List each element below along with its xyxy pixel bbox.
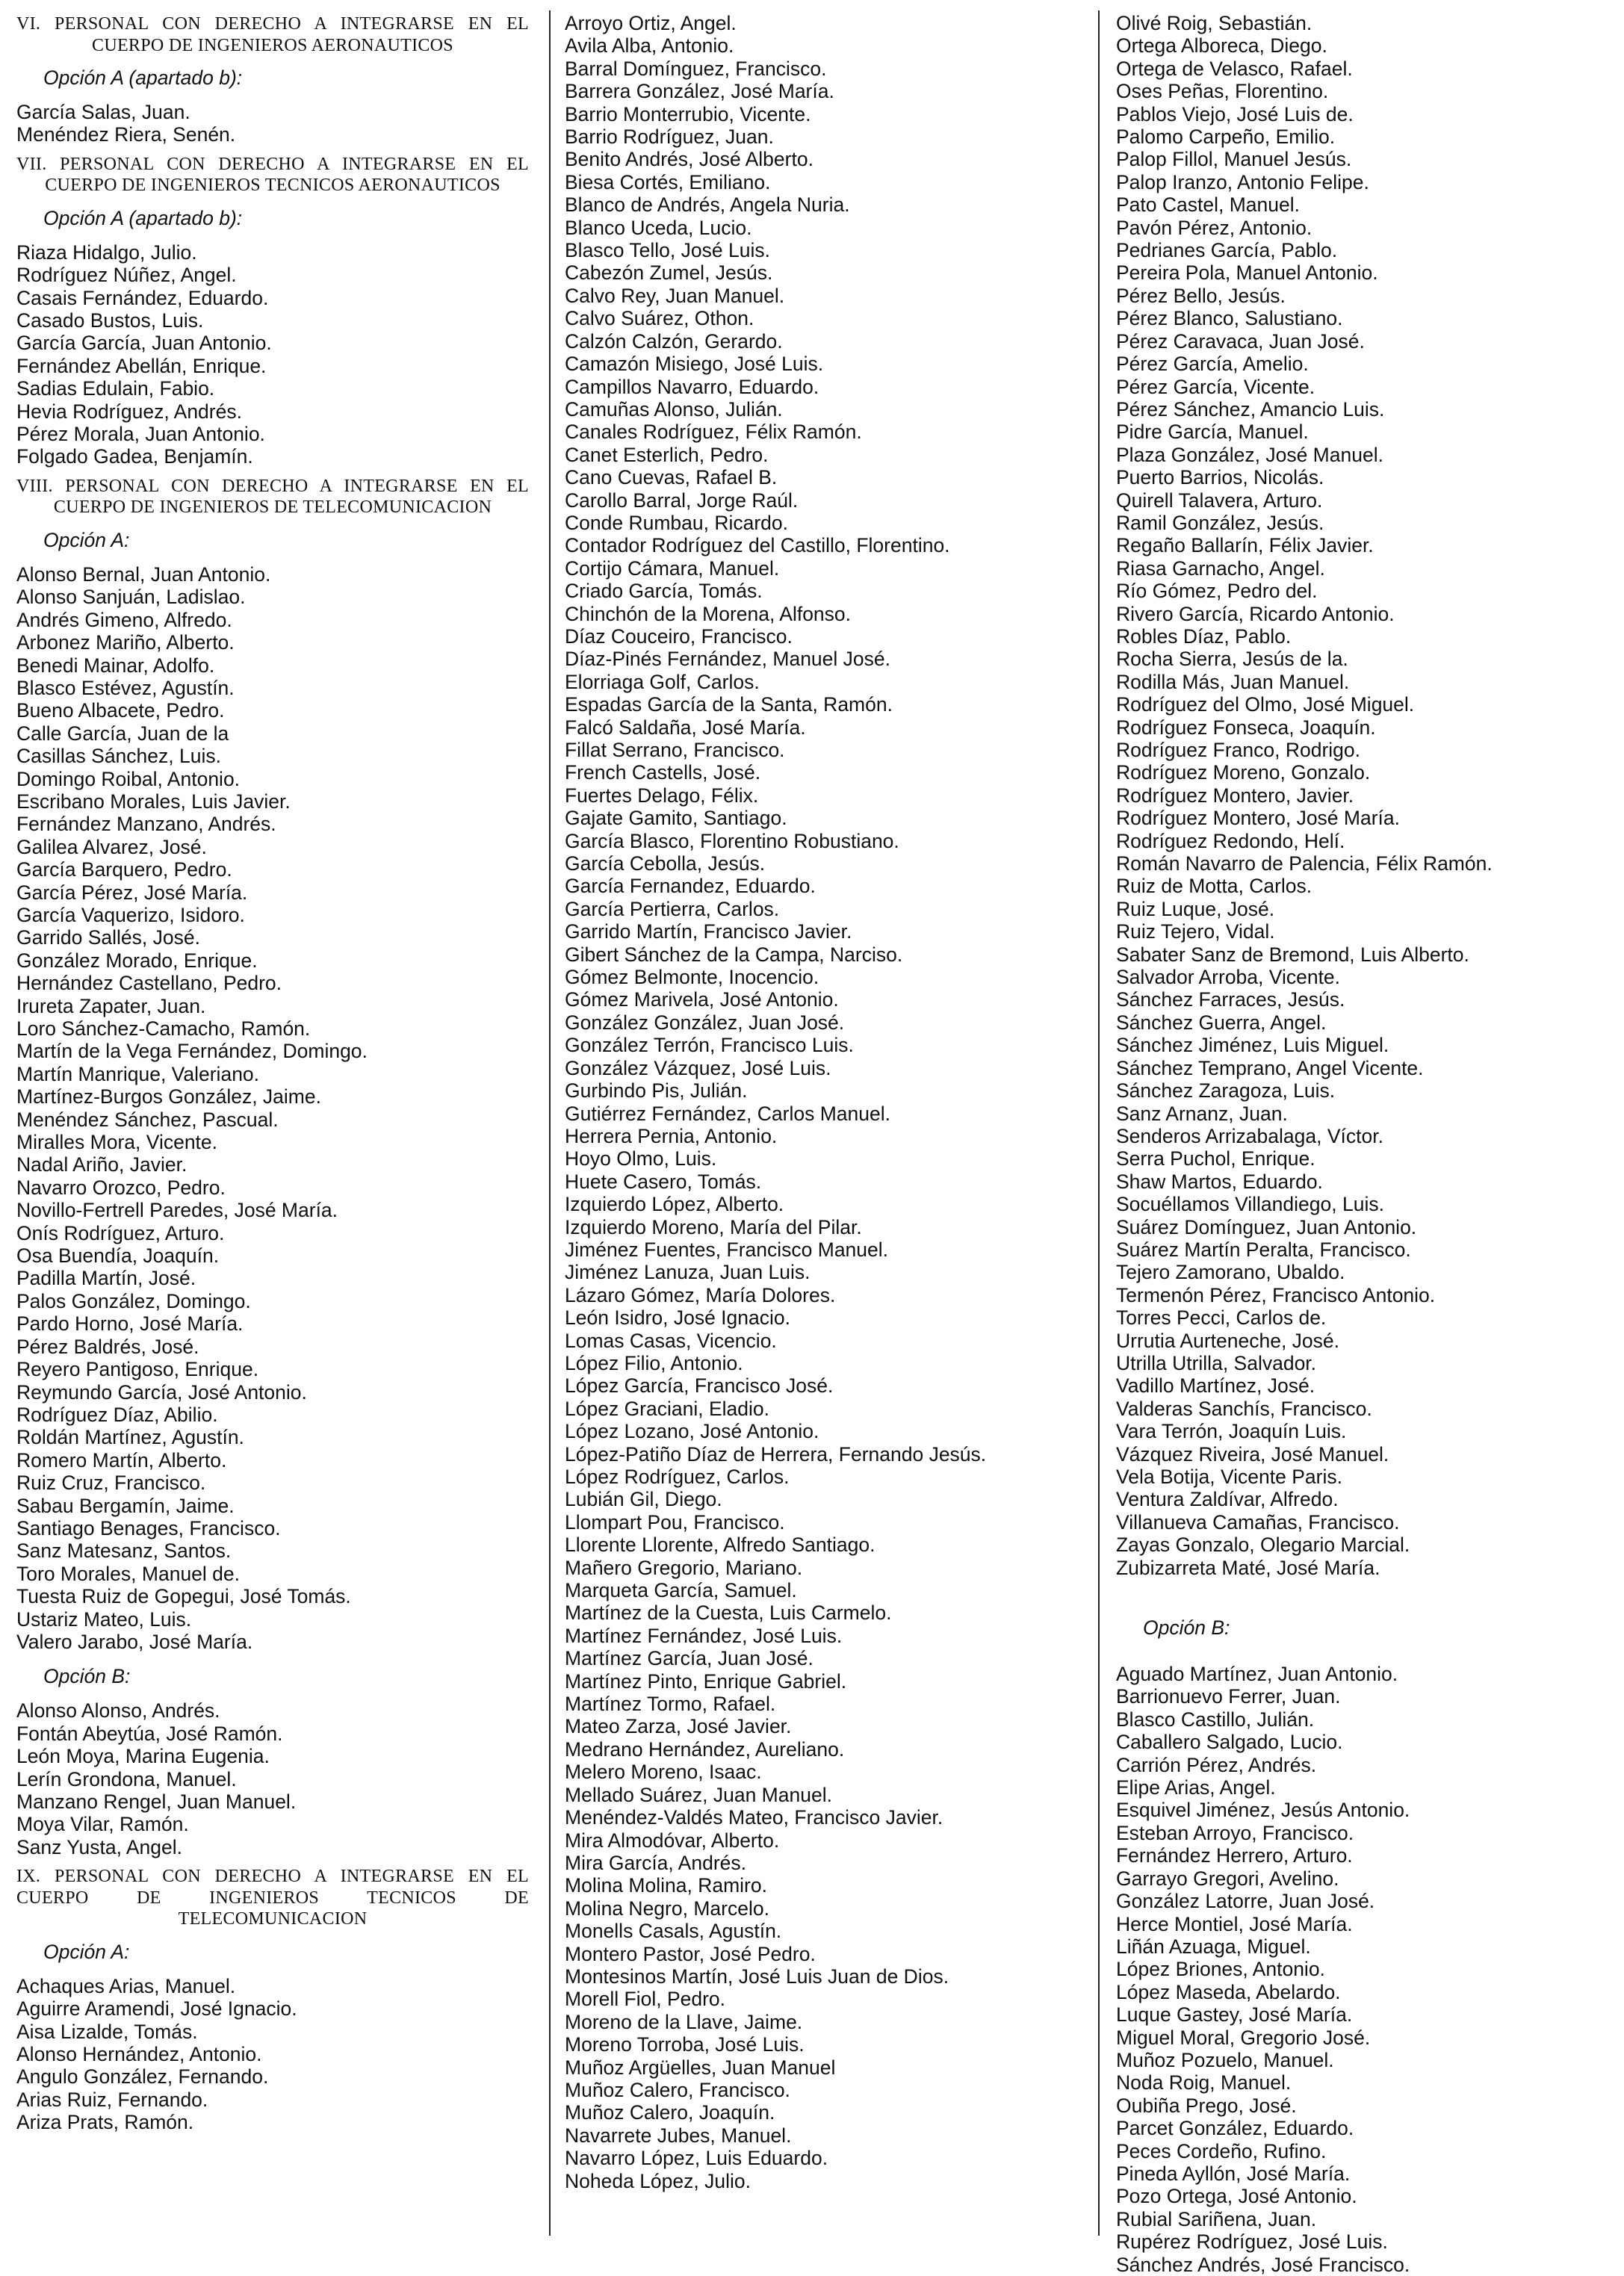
list-item: Llorente Llorente, Alfredo Santiago.	[565, 1534, 875, 1557]
list-item: Canales Rodríguez, Félix Ramón.	[565, 421, 862, 444]
list-item: Reyero Pantigoso, Enrique.	[16, 1358, 259, 1381]
list-item: Conde Rumbau, Ricardo.	[565, 511, 789, 534]
list-item: Salvador Arroba, Vicente.	[1116, 966, 1341, 989]
list-item: Casais Fernández, Eduardo.	[16, 286, 269, 309]
list-item: Rodríguez Redondo, Helí.	[1116, 829, 1345, 852]
list-item: Plaza González, José Manuel.	[1116, 443, 1383, 466]
list-item: Jiménez Fuentes, Francisco Manuel.	[565, 1238, 889, 1261]
list-item: Fernández Herrero, Arturo.	[1116, 1844, 1353, 1867]
list-item: Martín Manrique, Valeriano.	[16, 1062, 260, 1085]
list-item: Garrido Martín, Francisco Javier.	[565, 920, 852, 943]
name-list	[16, 1975, 529, 2134]
list-item: Palomo Carpeño, Emilio.	[1116, 125, 1336, 149]
list-item: Novillo-Fertrell Paredes, José María.	[16, 1199, 338, 1222]
name-list	[1116, 1663, 1620, 2276]
list-item: López Maseda, Abelardo.	[1116, 1980, 1341, 2003]
list-item: Lázaro Gómez, María Dolores.	[565, 1283, 836, 1306]
list-item: Sabater Sanz de Bremond, Luis Alberto.	[1116, 943, 1469, 966]
list-item: González Morado, Enrique.	[16, 949, 258, 972]
list-item: Espadas García de la Santa, Ramón.	[565, 693, 893, 716]
name-list	[1116, 12, 1620, 1579]
list-item: Osa Buendía, Joaquín.	[16, 1244, 220, 1268]
option-label: Opción B:	[1143, 1616, 1230, 1640]
list-item: Sánchez Andrés, José Francisco.	[1116, 2253, 1410, 2276]
list-item: French Castells, José.	[565, 761, 761, 784]
list-item: Sánchez Jiménez, Luis Miguel.	[1116, 1034, 1389, 1057]
list-item: Morell Fiol, Pedro.	[565, 1988, 726, 2011]
list-item: Martín de la Vega Fernández, Domingo.	[16, 1040, 368, 1063]
list-item: Sanz Arnanz, Juan.	[1116, 1102, 1288, 1125]
list-item: Rodríguez del Olmo, José Miguel.	[1116, 693, 1415, 716]
list-item: Olivé Roig, Sebastián.	[1116, 12, 1312, 34]
list-item: Palop Fillol, Manuel Jesús.	[1116, 148, 1352, 171]
list-item: Lerín Grondona, Manuel.	[16, 1767, 237, 1790]
list-item: Herce Montiel, José María.	[1116, 1912, 1353, 1935]
list-item: Irureta Zapater, Juan.	[16, 994, 206, 1017]
list-item: Gajate Gamito, Santiago.	[565, 807, 787, 830]
list-item: Rodríguez Moreno, Gonzalo.	[1116, 761, 1371, 784]
list-item: Llompart Pou, Francisco.	[565, 1510, 785, 1534]
list-item: Montero Pastor, José Pedro.	[565, 1942, 816, 1965]
list-item: Sánchez Guerra, Angel.	[1116, 1011, 1327, 1034]
list-item: Cortijo Cámara, Manuel.	[565, 556, 780, 580]
column-2	[565, 12, 1074, 2192]
list-item: Menéndez-Valdés Mateo, Francisco Javier.	[565, 1806, 943, 1829]
list-item: Calvo Rey, Juan Manuel.	[565, 284, 785, 307]
list-item: Blanco de Andrés, Angela Nuria.	[565, 193, 850, 217]
list-item: Jiménez Lanuza, Juan Luis.	[565, 1261, 811, 1284]
list-item: García García, Juan Antonio.	[16, 332, 272, 355]
list-item: Molina Negro, Marcelo.	[565, 1897, 769, 1920]
list-item: Hoyo Olmo, Luis.	[565, 1147, 717, 1170]
list-item: Rodríguez Franco, Rodrigo.	[1116, 739, 1360, 761]
list-item: Bueno Albacete, Pedro.	[16, 699, 225, 722]
list-item: Vázquez Riveira, José Manuel.	[1116, 1442, 1389, 1466]
list-item: Ortega de Velasco, Rafael.	[1116, 57, 1353, 80]
list-item: Valero Jarabo, José María.	[16, 1630, 253, 1653]
list-item: Campillos Navarro, Eduardo.	[565, 375, 819, 398]
list-item: Díaz-Pinés Fernández, Manuel José.	[565, 648, 890, 671]
list-item: Onís Rodríguez, Arturo.	[16, 1221, 225, 1244]
list-item: Navarro Orozco, Pedro.	[16, 1176, 226, 1199]
list-item: Mateo Zarza, José Javier.	[565, 1715, 792, 1738]
list-item: Casillas Sánchez, Luis.	[16, 745, 221, 768]
name-list	[16, 241, 529, 468]
list-item: Miguel Moral, Gregorio José.	[1116, 2026, 1371, 2049]
list-item: Elipe Arias, Angel.	[1116, 1776, 1276, 1799]
column-1	[16, 12, 529, 2134]
list-item: Alonso Sanjuán, Ladislao.	[16, 586, 246, 609]
list-item: Hernández Castellano, Pedro.	[16, 972, 282, 995]
list-item: Alonso Bernal, Juan Antonio.	[16, 562, 271, 586]
list-item: Rodríguez Montero, Javier.	[1116, 784, 1354, 807]
list-item: Río Gómez, Pedro del.	[1116, 580, 1318, 603]
option-label: Opción A:	[43, 1940, 130, 1963]
section-heading-vi: VI. PERSONAL CON DERECHO A INTEGRARSE EN EL CUERPO DE INGENIEROS AERONAUTICOS	[16, 14, 529, 55]
name-list	[16, 101, 529, 146]
list-item: Pérez García, Amelio.	[1116, 353, 1309, 376]
list-item: Noheda López, Julio.	[565, 2169, 751, 2192]
name-list	[565, 12, 1074, 2192]
list-item: Martínez Pinto, Enrique Gabriel.	[565, 1669, 847, 1693]
list-item: Melero Moreno, Isaac.	[565, 1761, 762, 1784]
list-item: Socuéllamos Villandiego, Luis.	[1116, 1193, 1384, 1216]
column-3	[1116, 12, 1620, 2276]
list-item: Moreno Torroba, José Luis.	[565, 2033, 805, 2056]
list-item: Canet Esterlich, Pedro.	[565, 443, 769, 466]
list-item: Calzón Calzón, Gerardo.	[565, 329, 783, 353]
list-item: Villanueva Camañas, Francisco.	[1116, 1510, 1400, 1534]
list-item: Ramil González, Jesús.	[1116, 511, 1324, 534]
name-list	[16, 563, 529, 1654]
list-item: García Blasco, Florentino Robustiano.	[565, 829, 899, 852]
list-item: Navarro López, Luis Eduardo.	[565, 2147, 828, 2170]
list-item: Rubial Sariñena, Juan.	[1116, 2207, 1317, 2230]
list-item: Menéndez Sánchez, Pascual.	[16, 1108, 279, 1131]
list-item: Muñoz Calero, Francisco.	[565, 2078, 790, 2101]
list-item: Barral Domínguez, Francisco.	[565, 57, 827, 80]
list-item: Gibert Sánchez de la Campa, Narciso.	[565, 943, 903, 966]
list-item: Sanz Matesanz, Santos.	[16, 1539, 232, 1563]
list-item: Zubizarreta Maté, José María.	[1116, 1556, 1380, 1579]
list-item: García Fernandez, Eduardo.	[565, 875, 816, 898]
list-item: Huete Casero, Tomás.	[565, 1170, 762, 1193]
list-item: Falcó Saldaña, José María.	[565, 716, 806, 739]
option-label: Opción A (apartado b):	[43, 206, 243, 229]
column-divider	[1098, 10, 1100, 2236]
list-item: Liñán Azuaga, Miguel.	[1116, 1935, 1311, 1958]
list-item: Quirell Talavera, Arturo.	[1116, 489, 1323, 512]
list-item: Gutiérrez Fernández, Carlos Manuel.	[565, 1102, 890, 1125]
list-item: Menéndez Riera, Senén.	[16, 123, 236, 146]
list-item: Martínez de la Cuesta, Luis Carmelo.	[565, 1601, 892, 1625]
list-item: Regaño Ballarín, Félix Javier.	[1116, 534, 1374, 557]
list-item: García Vaquerizo, Isidoro.	[16, 903, 245, 926]
list-item: Criado García, Tomás.	[565, 580, 763, 603]
list-item: Cabezón Zumel, Jesús.	[565, 261, 773, 285]
list-item: Martínez Fernández, José Luis.	[565, 1624, 843, 1647]
list-item: Vela Botija, Vicente Paris.	[1116, 1466, 1342, 1488]
list-item: Rodríguez Montero, José María.	[1116, 807, 1401, 830]
list-item: Manzano Rengel, Juan Manuel.	[16, 1790, 297, 1813]
list-item: Navarrete Jubes, Manuel.	[565, 2124, 792, 2147]
list-item: Pérez Bello, Jesús.	[1116, 284, 1286, 307]
list-item: Torres Pecci, Carlos de.	[1116, 1306, 1327, 1330]
list-item: Termenón Pérez, Francisco Antonio.	[1116, 1283, 1436, 1306]
list-item: Pérez Baldrés, José.	[16, 1335, 199, 1358]
list-item: Pardo Horno, José María.	[16, 1312, 244, 1336]
list-item: Palop Iranzo, Antonio Felipe.	[1116, 170, 1369, 193]
list-item: Folgado Gadea, Benjamín.	[16, 445, 253, 468]
list-item: Herrera Pernia, Antonio.	[565, 1124, 778, 1147]
list-item: Tejero Zamorano, Ubaldo.	[1116, 1261, 1345, 1284]
list-item: Parcet González, Eduardo.	[1116, 2117, 1354, 2140]
list-item: Rupérez Rodríguez, José Luis.	[1116, 2230, 1388, 2254]
list-item: Utrilla Utrilla, Salvador.	[1116, 1351, 1317, 1374]
list-item: López García, Francisco José.	[565, 1374, 834, 1398]
list-item: Rodríguez Díaz, Abilio.	[16, 1403, 218, 1426]
list-item: Moya Vilar, Ramón.	[16, 1813, 189, 1836]
list-item: Garrayo Gregori, Avelino.	[1116, 1867, 1339, 1890]
list-item: Arbonez Mariño, Alberto.	[16, 631, 235, 654]
list-item: Martínez Tormo, Rafael.	[565, 1693, 776, 1716]
list-item: Shaw Martos, Eduardo.	[1116, 1170, 1323, 1193]
list-item: Carrión Pérez, Andrés.	[1116, 1753, 1317, 1776]
list-item: Valderas Sanchís, Francisco.	[1116, 1397, 1372, 1420]
list-item: Ariza Prats, Ramón.	[16, 2111, 194, 2134]
list-item: Hevia Rodríguez, Andrés.	[16, 400, 242, 423]
list-item: Riasa Garnacho, Angel.	[1116, 556, 1325, 580]
list-item: Palos González, Domingo.	[16, 1289, 251, 1312]
list-item: Lubián Gil, Diego.	[565, 1488, 722, 1511]
list-item: Blasco Estévez, Agustín.	[16, 676, 235, 699]
list-item: Pozo Ortega, José Antonio.	[1116, 2185, 1357, 2208]
list-item: Toro Morales, Manuel de.	[16, 1562, 241, 1585]
list-item: Arias Ruiz, Fernando.	[16, 2088, 208, 2111]
section-heading-vii: VII. PERSONAL CON DERECHO A INTEGRARSE EN EL CUERPO DE INGENIEROS TECNICOS AERONAUTICOS	[16, 154, 529, 196]
list-item: Mira Almodóvar, Alberto.	[565, 1829, 780, 1852]
list-item: Gómez Belmonte, Inocencio.	[565, 966, 819, 989]
list-item: Medrano Hernández, Aureliano.	[565, 1737, 845, 1761]
list-item: Esquivel Jiménez, Jesús Antonio.	[1116, 1799, 1410, 1822]
list-item: Mañero Gregorio, Mariano.	[565, 1556, 803, 1579]
list-item: Barrio Monterrubio, Vicente.	[565, 102, 811, 125]
list-item: Ruiz Cruz, Francisco.	[16, 1472, 206, 1495]
list-item: Ustariz Mateo, Luis.	[16, 1607, 192, 1631]
list-item: Escribano Morales, Luis Javier.	[16, 790, 291, 813]
list-item: López Rodríguez, Carlos.	[565, 1466, 790, 1488]
list-item: Andrés Gimeno, Alfredo.	[16, 608, 232, 631]
list-item: González Terrón, Francisco Luis.	[565, 1034, 854, 1057]
list-item: Camuñas Alonso, Julián.	[565, 397, 783, 421]
list-item: Mira García, Andrés.	[565, 1851, 747, 1874]
list-item: Biesa Cortés, Emiliano.	[565, 170, 771, 193]
list-item: González González, Juan José.	[565, 1011, 845, 1034]
list-item: Marqueta García, Samuel.	[565, 1579, 797, 1602]
list-item: Casado Bustos, Luis.	[16, 309, 204, 332]
list-item: González Vázquez, José Luis.	[565, 1056, 831, 1079]
list-item: Pérez Morala, Juan Antonio.	[16, 423, 265, 446]
list-item: Pavón Pérez, Antonio.	[1116, 216, 1312, 239]
list-item: Alonso Alonso, Andrés.	[16, 1699, 220, 1722]
list-item: Fuertes Delago, Félix.	[565, 784, 759, 807]
list-item: Molina Molina, Ramiro.	[565, 1874, 767, 1897]
list-item: Achaques Arias, Manuel.	[16, 1974, 236, 1997]
list-item: Esteban Arroyo, Francisco.	[1116, 1821, 1354, 1844]
section-heading-viii: VIII. PERSONAL CON DERECHO A INTEGRARSE EN EL CUERPO DE INGENIEROS DE TELECOMUNICACION	[16, 476, 529, 518]
list-item: Muñoz Pozuelo, Manuel.	[1116, 2048, 1334, 2071]
list-item: Blasco Tello, José Luis.	[565, 239, 770, 262]
list-item: García Cebolla, Jesús.	[565, 852, 766, 875]
list-item: Muñoz Argüelles, Juan Manuel	[565, 2056, 836, 2079]
list-item: Calvo Suárez, Othon.	[565, 307, 754, 330]
list-item: Pérez Blanco, Salustiano.	[1116, 307, 1343, 330]
list-item: García Pertierra, Carlos.	[565, 897, 780, 920]
list-item: Galilea Alvarez, José.	[16, 835, 207, 858]
name-list	[16, 1699, 529, 1858]
list-item: Benedi Mainar, Adolfo.	[16, 654, 215, 677]
list-item: Fernández Abellán, Enrique.	[16, 354, 267, 377]
list-item: Rodríguez Fonseca, Joaquín.	[1116, 716, 1376, 739]
list-item: Pablos Viejo, José Luis de.	[1116, 102, 1354, 125]
list-item: Díaz Couceiro, Francisco.	[565, 624, 793, 648]
list-item: Zayas Gonzalo, Olegario Marcial.	[1116, 1534, 1410, 1557]
list-item: Noda Roig, Manuel.	[1116, 2071, 1292, 2094]
list-item: Gómez Marivela, José Antonio.	[565, 988, 839, 1011]
list-item: Román Navarro de Palencia, Félix Ramón.	[1116, 852, 1493, 875]
list-item: Tuesta Ruiz de Gopegui, José Tomás.	[16, 1585, 351, 1608]
list-item: Sánchez Temprano, Angel Vicente.	[1116, 1056, 1424, 1079]
list-item: Sanz Yusta, Angel.	[16, 1835, 182, 1858]
option-label: Opción B:	[43, 1665, 131, 1688]
list-item: Pereira Pola, Manuel Antonio.	[1116, 261, 1378, 285]
section-heading-ix: IX. PERSONAL CON DERECHO A INTEGRARSE EN EL CUERPO DE INGENIEROS TECNICOS DE TELECOMUNICACION	[16, 1867, 529, 1929]
list-item: Barrionuevo Ferrer, Juan.	[1116, 1685, 1341, 1708]
list-item: Monells Casals, Agustín.	[565, 1920, 782, 1943]
list-item: Pérez Caravaca, Juan José.	[1116, 329, 1365, 353]
list-item: Izquierdo Moreno, María del Pilar.	[565, 1215, 862, 1238]
list-item: Ruiz Tejero, Vidal.	[1116, 920, 1275, 943]
option-label: Opción A:	[43, 528, 130, 551]
list-item: Ventura Zaldívar, Alfredo.	[1116, 1488, 1339, 1511]
list-item: Blanco Uceda, Lucio.	[565, 216, 752, 239]
list-item: García Barquero, Pedro.	[16, 858, 232, 881]
list-item: Angulo González, Fernando.	[16, 2065, 269, 2089]
list-item: Pineda Ayllón, José María.	[1116, 2162, 1351, 2185]
list-item: Fontán Abeytúa, José Ramón.	[16, 1722, 283, 1745]
list-item: Cano Cuevas, Rafael B.	[565, 466, 778, 489]
list-item: Mellado Suárez, Juan Manuel.	[565, 1783, 832, 1806]
list-item: Vara Terrón, Joaquín Luis.	[1116, 1420, 1347, 1443]
list-item: González Latorre, Juan José.	[1116, 1890, 1375, 1913]
list-item: Oubiña Prego, José.	[1116, 2094, 1297, 2117]
list-item: Rocha Sierra, Jesús de la.	[1116, 648, 1348, 671]
list-item: Miralles Mora, Vicente.	[16, 1131, 218, 1154]
list-item: Urrutia Aurteneche, José.	[1116, 1329, 1340, 1352]
list-item: Rivero García, Ricardo Antonio.	[1116, 602, 1395, 625]
list-item: Avila Alba, Antonio.	[565, 34, 734, 58]
list-item: Alonso Hernández, Antonio.	[16, 2042, 262, 2065]
list-item: Benito Andrés, José Alberto.	[565, 148, 813, 171]
list-item: Sánchez Farraces, Jesús.	[1116, 988, 1345, 1011]
list-item: Fillat Serrano, Francisco.	[565, 739, 785, 761]
list-item: Padilla Martín, José.	[16, 1267, 196, 1290]
list-item: Pidre García, Manuel.	[1116, 421, 1309, 444]
list-item: Robles Díaz, Pablo.	[1116, 624, 1292, 648]
list-item: López-Patiño Díaz de Herrera, Fernando Jesús.	[565, 1442, 987, 1466]
list-item: Santiago Benages, Francisco.	[16, 1516, 281, 1539]
list-item: García Pérez, José María.	[16, 881, 248, 904]
list-item: Riaza Hidalgo, Julio.	[16, 241, 197, 264]
list-item: López Filio, Antonio.	[565, 1351, 743, 1374]
list-item: Reymundo García, José Antonio.	[16, 1380, 307, 1404]
list-item: Camazón Misiego, José Luis.	[565, 353, 824, 376]
list-item: Suárez Martín Peralta, Francisco.	[1116, 1238, 1411, 1261]
list-item: Ruiz de Motta, Carlos.	[1116, 875, 1312, 898]
list-item: León Moya, Marina Eugenia.	[16, 1745, 270, 1768]
list-item: Nadal Ariño, Javier.	[16, 1153, 187, 1176]
column-divider	[549, 10, 551, 2236]
list-item: Senderos Arrizabalaga, Víctor.	[1116, 1124, 1383, 1147]
list-item: Calle García, Juan de la	[16, 722, 229, 745]
list-item: Moreno de la Llave, Jaime.	[565, 2010, 803, 2033]
list-item: Ruiz Luque, José.	[1116, 897, 1275, 920]
list-item: Oses Peñas, Florentino.	[1116, 80, 1329, 103]
list-item: Contador Rodríguez del Castillo, Florentino.	[565, 534, 950, 557]
list-item: Barrera González, José María.	[565, 80, 834, 103]
list-item: Ortega Alboreca, Diego.	[1116, 34, 1327, 58]
list-item: Garrido Sallés, José.	[16, 926, 200, 949]
list-item: Luque Gastey, José María.	[1116, 2003, 1353, 2027]
list-item: Domingo Roibal, Antonio.	[16, 767, 241, 790]
list-item: Rodríguez Núñez, Angel.	[16, 264, 237, 287]
list-item: Peces Cordeño, Rufino.	[1116, 2139, 1327, 2162]
list-item: Rodilla Más, Juan Manuel.	[1116, 670, 1350, 693]
list-item: López Graciani, Eladio.	[565, 1397, 769, 1420]
list-item: Barrio Rodríguez, Juan.	[565, 125, 774, 149]
list-item: Serra Puchol, Enrique.	[1116, 1147, 1315, 1170]
list-item: Carollo Barral, Jorge Raúl.	[565, 489, 799, 512]
list-item: Loro Sánchez-Camacho, Ramón.	[16, 1017, 311, 1040]
list-item: Aguado Martínez, Juan Antonio.	[1116, 1663, 1398, 1686]
list-item: Puerto Barrios, Nicolás.	[1116, 466, 1324, 489]
list-item: López Briones, Antonio.	[1116, 1958, 1325, 1981]
list-item: Vadillo Martínez, José.	[1116, 1374, 1315, 1398]
list-item: Pérez García, Vicente.	[1116, 375, 1315, 398]
list-item: Martínez García, Juan José.	[565, 1647, 813, 1670]
list-item: León Isidro, José Ignacio.	[565, 1306, 790, 1330]
list-item: Pedrianes García, Pablo.	[1116, 239, 1338, 262]
list-item: López Lozano, José Antonio.	[565, 1420, 819, 1443]
list-item: Aisa Lizalde, Tomás.	[16, 2020, 198, 2043]
list-item: Caballero Salgado, Lucio.	[1116, 1731, 1343, 1754]
list-item: Lomas Casas, Vicencio.	[565, 1329, 777, 1352]
list-item: Fernández Manzano, Andrés.	[16, 813, 276, 836]
list-item: Romero Martín, Alberto.	[16, 1448, 227, 1472]
list-item: Izquierdo López, Alberto.	[565, 1193, 784, 1216]
list-item: Pérez Sánchez, Amancio Luis.	[1116, 397, 1385, 421]
list-item: Montesinos Martín, José Luis Juan de Dios.	[565, 1965, 949, 1988]
list-item: Blasco Castillo, Julián.	[1116, 1708, 1315, 1731]
list-item: García Salas, Juan.	[16, 101, 190, 123]
list-item: Martínez-Burgos González, Jaime.	[16, 1085, 321, 1108]
list-item: Arroyo Ortiz, Angel.	[565, 12, 737, 34]
list-item: Sánchez Zaragoza, Luis.	[1116, 1079, 1336, 1103]
list-item: Suárez Domínguez, Juan Antonio.	[1116, 1215, 1417, 1238]
option-label: Opción A (apartado b):	[43, 66, 243, 89]
list-item: Roldán Martínez, Agustín.	[16, 1426, 244, 1449]
list-item: Sadias Edulain, Fabio.	[16, 377, 215, 400]
list-item: Muñoz Calero, Joaquín.	[565, 2101, 775, 2124]
list-item: Aguirre Aramendi, José Ignacio.	[16, 1997, 297, 2021]
list-item: Gurbindo Pis, Julián.	[565, 1079, 748, 1103]
list-item: Chinchón de la Morena, Alfonso.	[565, 602, 852, 625]
list-item: Sabau Bergamín, Jaime.	[16, 1494, 235, 1517]
list-item: Elorriaga Golf, Carlos.	[565, 670, 760, 693]
list-item: Pato Castel, Manuel.	[1116, 193, 1300, 217]
